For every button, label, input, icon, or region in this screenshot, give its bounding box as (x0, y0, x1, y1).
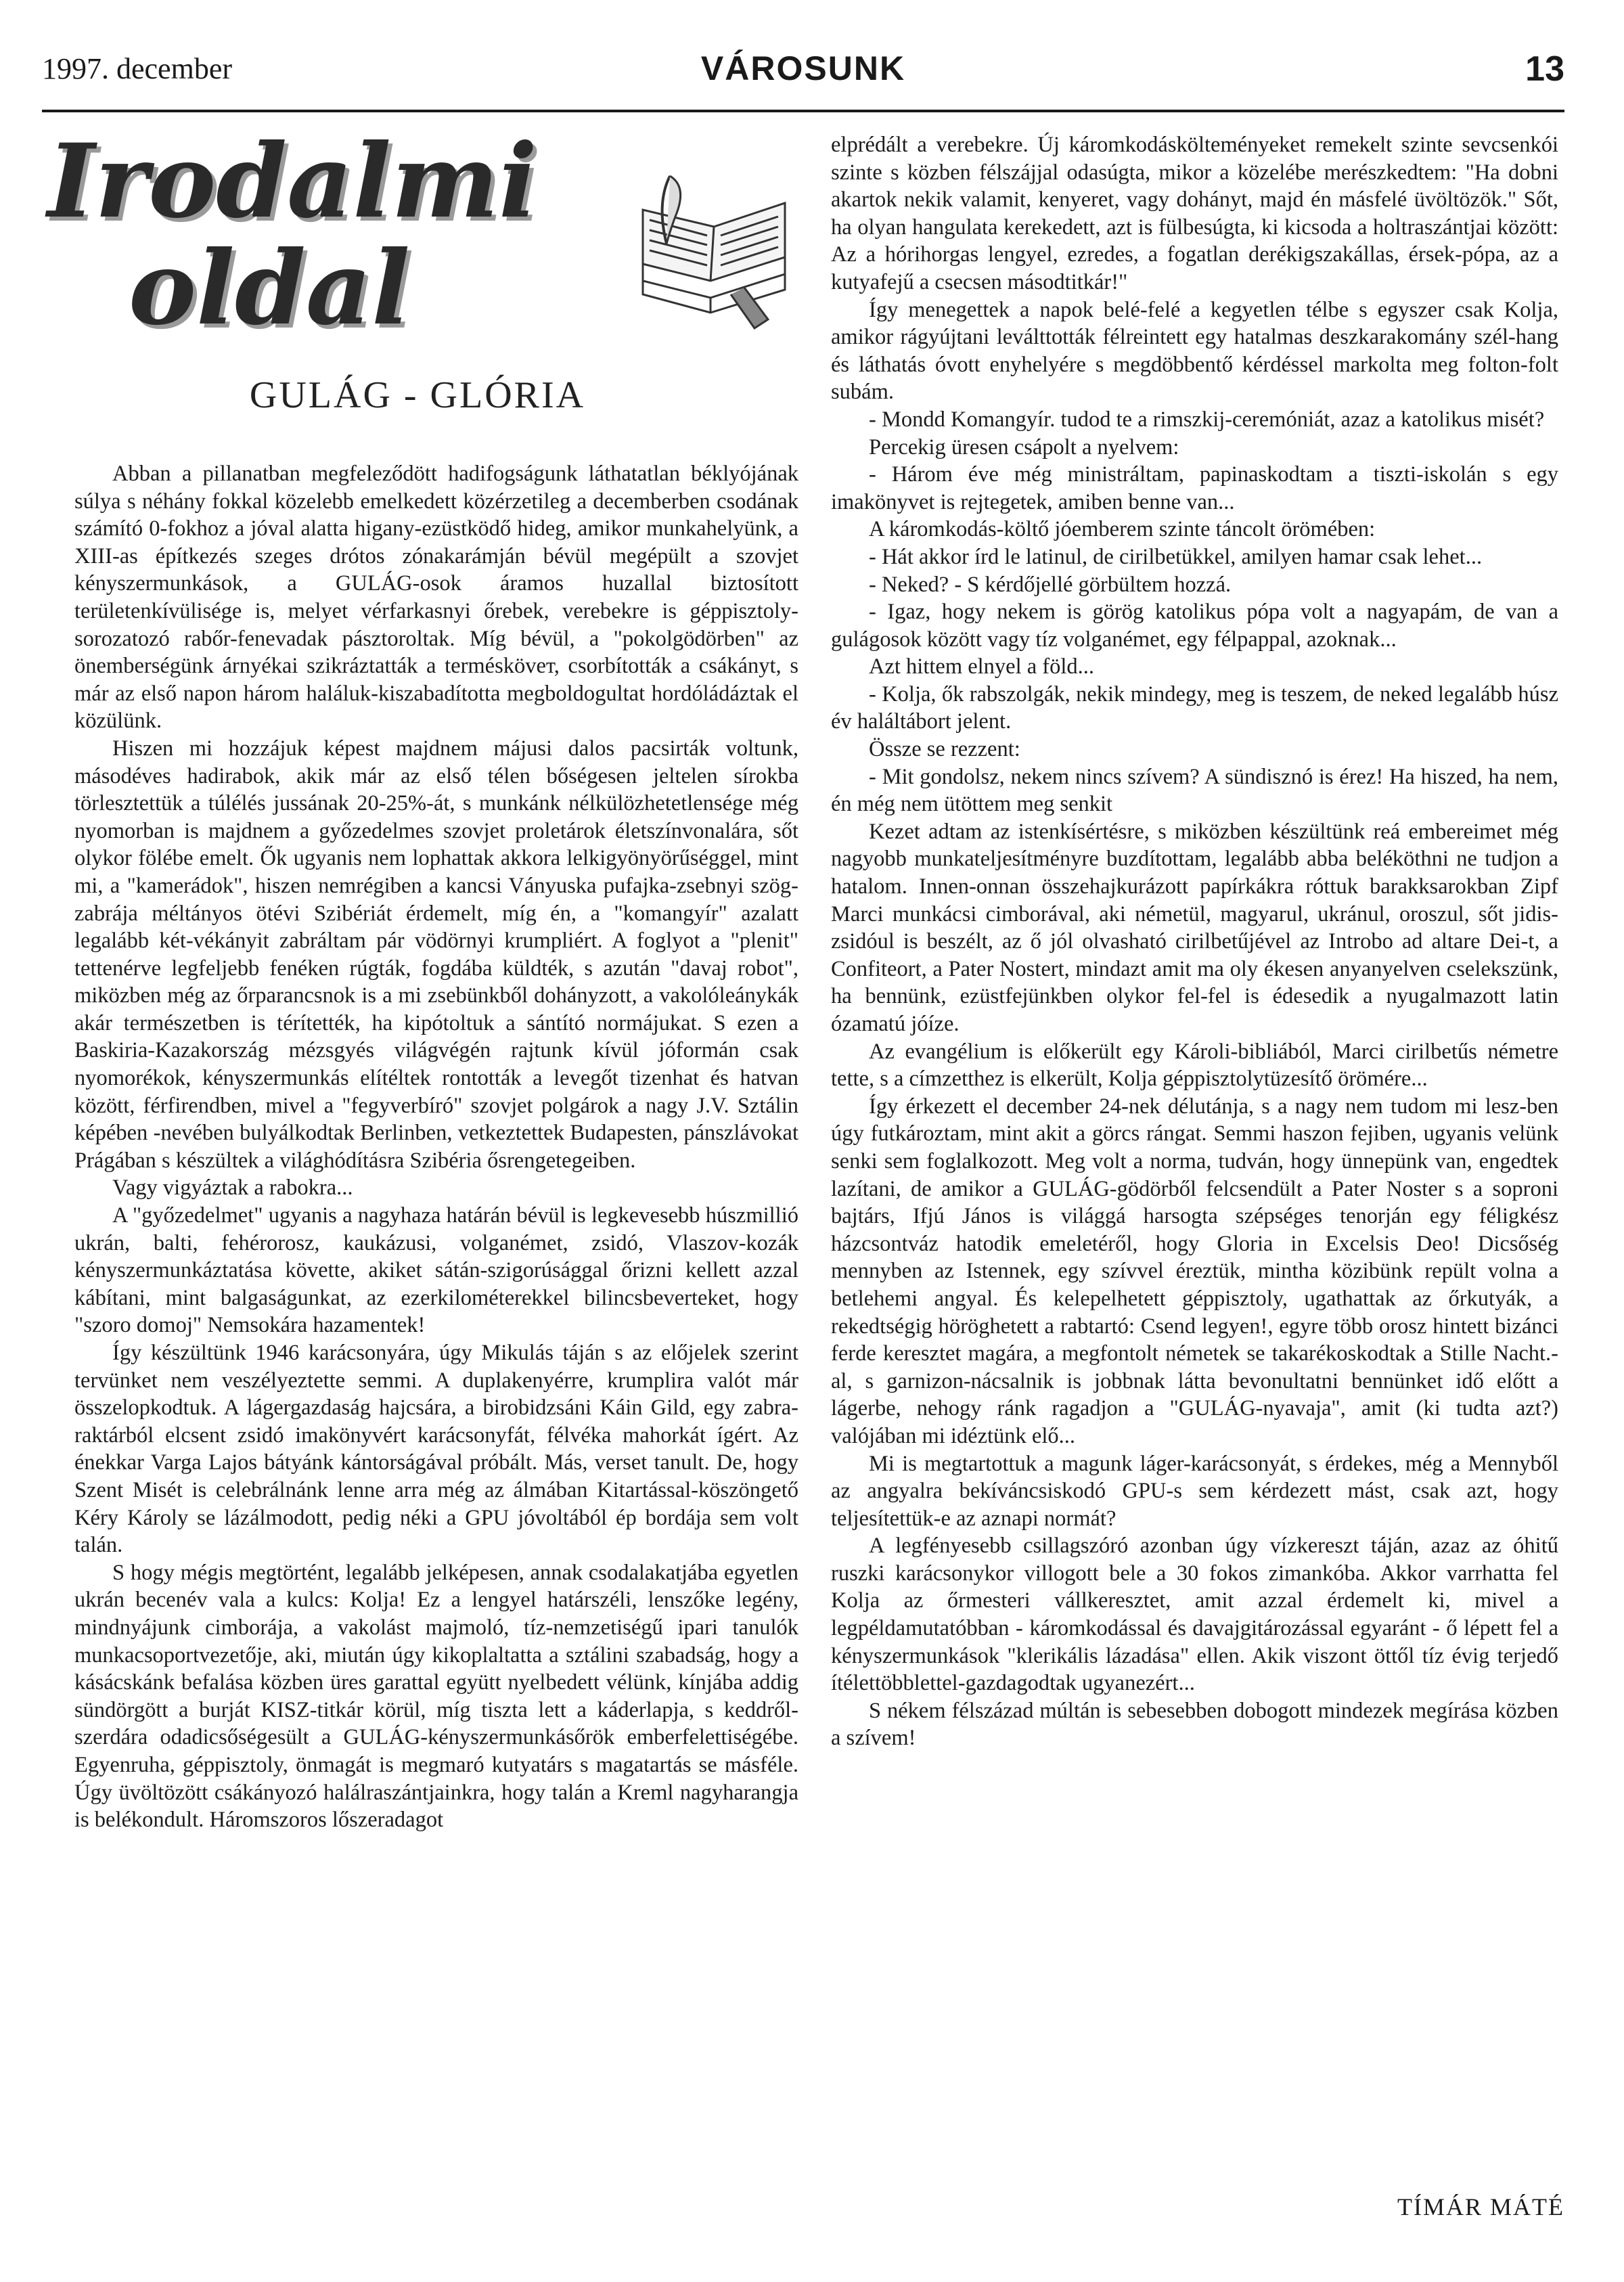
header-rule (42, 110, 1564, 112)
masthead-line-1: Irodalmi (47, 122, 537, 241)
issue-date: 1997. december (42, 52, 232, 85)
paragraph: elprédált a verebekre. Új káromkodásköltеményeket remekelt szinte sevcsenkói szinte s közben félszájjal odasúgta, mikor a közelébe merészkedtem: "Ha dobni akartok nekik valamit, kenyeret, vagy dohányt, majd én másfelé üvöltözök." Sőt, ha olyan hangulata kerekedett, azt is fülbesúgta, ki kicsoda a holtraszántjai között: Az a hórihorgas lengyel, ezredes, a fogatlan derékigszakállas, érsek-pópa, az a kutyafejű a csecsen másodtitkár!" (831, 133, 1558, 294)
paragraph: Kezet adtam az istenkísértésre, s miközben készültünk reá embereimet még nagyobb munkateljesítményre buzdítottam, legalább abba beléköthni ne tudjon a hatalom. Innen-onnan összehajkurázott papírkákra róttuk barakksarokban Zipf Marci munkácsi cimborával, aki németül, magyarul, ukránul, oroszul, sőt jidis-zsidóul is beszélt, az ő jól olvasható cirilbetűjével az Introbo ad altare Dei-t, a Confiteort, a Pater Nostert, mindazt amit ma oly ékesen anyanyelven cselekszünk, ha bennünk, ezüstfejünkben olykor fel-fel is édesedik a nyugalmazott latin ózamatú jóíze. (831, 819, 1558, 1036)
paragraph: - Kolja, ők rabszolgák, nekik mindegy, meg is teszem, de neked legalább húsz év haláltábort jelent. (831, 681, 1558, 734)
paragraph: S nékem félszázad múltán is sebesebben dobogott mindezek megírása közben a szívem! (831, 1698, 1558, 1751)
section-masthead (47, 122, 798, 359)
paragraph: Így érkezett el december 24-nek délutánja, s a nagy nem tudom mi lesz-ben úgy futkároztam, mint akit a görcs rángat. Semmi haszon fejiben, ugyanis velünk senki sem foglalkozott. Meg volt a norma, tudván, hogy ünnepünk van, engedtek lazítani, de amikor a GULÁG-gödörből felcsendült a Pater Noster s a soproni bajtárs, Ifjú János is világgá harsogta szépséges tenorján egy féligkész házcsontváz hatodik emeletéről, hogy Gloria in Excelsis Deo! Dicsőség mennyben az Istennek, egy szívvel éreztük, mintha közibünk repült volna a betlehemi angyal. És kelepelhetett géppisztoly, ugathattak az őrkutyák, a rekedtségig höröghetett a rabtartó: Csend legyen!, egyre több orosz hintett bizánci ferde keresztet magára, a megfontolt németek se takarékoskodtak a Stille Nacht.-al, s garnizon-nácsalnik is jobbnak látta bevonultatni bennünket idő előtt a lágerbe, nehogy ránk ragadjon a "GULÁG-nyavaja", amit (ki tudta azt?) valójában mi idéztünk elő... (831, 1094, 1558, 1448)
paragraph: A legfényesebb csillagszóró azonban úgy vízkereszt táján, azaz az óhitű ruszki karácsonykor villogott bele a 30 fokos zimankóba. Akkor varrhatta fel Kolja az őrmesteri vállkeresztet, amit azzal érdemelt ki, mivel a legpéldamutatóbban - káromkodással és davajgitározással egyaránt - ő lépett fel a kényszermunkások "klerikális lázadása" ellen. Akik viszont öttől tíz évig terjedő ítélettöbblettel-gazdagodtak ugyanezért... (831, 1534, 1558, 1696)
paragraph: Össze se rezzent: (869, 737, 1020, 762)
paragraph: Így készültünk 1946 karácsonyára, úgy Mikulás táján s az előjelek szerint tervünket nem veszélyeztette semmi. A duplakenyérre, krumplira valót már összelopkodtuk. A lágergazdaság hajcsára, a birobidzsáni Káin Gild, egy zabra-raktárból elcsent zsidó imakönyvért karácsonyfát, félvéka mahorkát ígért. Az énekkar Varga Lajos bátyánk kántorságával próbált. Más, verset tanult. De, hogy Szent Misét is celebrálnánk lenne arra még az álmában Kitartással-köszöngető Kéry Károly se lázálmodott, pedig néki a GPU jóvoltából ép bordája sem volt talán. (74, 1341, 798, 1558)
paragraph: - Mit gondolsz, nekem nincs szívem? A sündisznó is érez! Ha hiszed, ha nem, én még nem ütöttem meg senkit (831, 764, 1558, 817)
paragraph: - Három éve még ministráltam, papinaskodtam a tiszti-iskolán s egy imakönyvet is rejtegetek, amiben benne van... (831, 462, 1558, 514)
paragraph: - Hát akkor írd le latinul, de cirilbetükkel, amilyen hamar csak lehet... (869, 544, 1483, 569)
paragraph: - Mondd Komangyír. tudod te a rimszkij-ceremóniát, azaz a katolikus misét? (869, 407, 1545, 432)
paragraph: A káromkodás-költő jóemberem szinte táncolt örömében: (869, 517, 1376, 542)
paragraph: - Igaz, hogy nekem is görög katolikus pópa volt a nagyapám, de van a gulágosok között vagy tíz volganémet, egy félpappal, azoknak... (831, 600, 1558, 652)
article-title: GULÁG - GLÓRIA (249, 374, 586, 416)
masthead-text (47, 122, 537, 348)
paragraph: S hogy mégis megtörtént, legalább jelképesen, annak csodalakatjába egyetlen ukrán becenév vala a kulcs: Kolja! Ez a lengyel határszéli, lenszőke legény, mindnyájunk cimborája, a vakolást majmoló, tíz-nemzetiségű ipari tanulók munkacsoportvezetője, aki, miután úgy kikoplaltatta a sztálini szabadság, hogy a kásácskánk befalása közben üres garattal együtt nyelbedett vélünk, kínjába addig sündörgött a burját KISZ-titkár körül, míg tiszta lett a káderlapja, s keddről-szerdára odadicsőségesült a GULÁG-kényszermunkásőrök emberfelettiségébe. Egyenruha, géppisztoly, önmagát is megmaró kutyatárs s magatartás se másféle. Úgy üvöltözött csákányozó halálraszántjainkra, hogy talán a Kreml nagyharangja is belékondult. Háromszoros lőszeradagot (74, 1560, 798, 1833)
paragraph: Azt hittem elnyel a föld... (869, 654, 1095, 679)
paragraph: Hiszen mi hozzájuk képest majdnem májusi dalos pacsirták voltunk, másodéves hadirabok, akik már az első télen bőségesen jeltelen sírokba törlesztettük a túlélés jussának 20-25%-át, s munkánk nélkülözhetetlensége még nyomorban is majdnem a győzedelmes szovjet proletárok életszínvonalára, sőt olykor fölébe emelt. Ők ugyanis nem lophattak akkora lelkigyönyörűséggel, mint mi, a "kamerádok", hiszen nemrégiben a kancsi Ványuska pufajka-zsebnyi szög-zabrája méltányos ötévi Szibériát érdemelt, míg én, a "komangyír" azalatt legalább két-vékányit zabráltam pár vödörnyi krumpliért. A foglyot a "plenit" tettenérve legfeljebb fenéken rúgták, fogdába küldték, s azután "davaj robot", miközben még az őrparancsnok is a mi zsebünkből dohányzott, a vakolóleánykák akár természetben is térítették, ha kipótoltuk a sántító normájukat. S ezen a Baskiria-Kazakország mézsgyés világvégén rajtunk kívül jóformán csak nyomorékok, kényszermunkás elítéltek rontották a levegőt tizenhat és hatvan között, férfirendben, mivel a "fegyverbíró" szovjet polgárok a nagy J.V. Sztálin képében -nevében bulyálkodtak Berlinben, vetkeztettek Budapesten, pánszlávokat Prágában s készültek a világhódításra Szibéria ősrengetegeiben. (74, 736, 798, 1173)
paragraph: A "győzedelmet" ugyanis a nagyhaza határán bévül is legkevesebb húszmillió ukrán, balti, fehérorosz, kaukázusi, volganémet, zsidó, Vlaszov-kozák kényszermunkáztatása követte, akiket sátán-szigorúsággal őrizni kellett azzal kábítani, mint balgaságunkat, az ezerkilométerekkel bilincsbeverteket, hogy "szoro domoj" Nemsokára hazamentek! (74, 1203, 798, 1338)
paragraph: Vagy vigyáztak a rabokra... (112, 1176, 353, 1201)
paragraph: Így menegettek a napok belé-felé a kegyetlen télbe s egyszer csak Kolja, amikor rágyújtani leválttották félreintett egy hatalmas deszkarakomány szél-hang és láthatás óvott enyhelyére s megdöbbentő kérdéssel markolta meg folton-folt subám. (831, 297, 1558, 405)
article-column-right (831, 131, 1558, 2219)
paragraph: Abban a pillanatban megfeleződött hadifogságunk láthatatlan béklyójának súlya s néhány fokkal közelebb emelkedett közérzetileg a decemberben csodának számító 0-fokhoz a jóval alatta higany-ezüstködő hideg, amikor munkahelyünk, a XIII-as építkezés szeges drótos zónakarámján bévül megépült a szovjet kényszermunkások, a GULÁG-osok áramos huzallal biztosított területenkívülisége is, melyet vérfarkasnyi őrebek, verebekre is géppisztoly-sorozatozó rabőr-fenevadak pásztoroltak. Míg bévül, a "pokolgödörben" az önemberségünk árnyékai szikráztatták a termésköveт, csorbították a csákányt, s már az első napon három haláluk-kiszabadította megboldogultat hordóládáztak el közülünk. (74, 462, 798, 734)
open-book-quill-icon (629, 162, 798, 338)
paragraph: Percekig üresen csápolt a nyelvem: (869, 434, 1179, 460)
publication-title: VÁROSUNK (700, 49, 906, 87)
article-column-left (74, 460, 798, 2247)
page-number: 13 (1525, 49, 1564, 89)
paragraph: Az evangélium is előkerült egy Károli-bibliából, Marci cirilbetűs németre tette, s a címzetthez is elkerült, Kolja géppisztolytüzesítő örömére... (831, 1039, 1558, 1092)
paragraph: Mi is megtartottuk a magunk láger-karácsonyát, s érdekes, még a Mennyből az angyalra bekíváncsiskodó GPU-s sem kérdezett mást, csak azt, hogy teljesítettük-e az aznapi normát? (831, 1451, 1558, 1531)
page-header (42, 47, 1564, 95)
masthead-line-2: oldal (129, 228, 411, 348)
author-signature: TÍMÁR MÁTÉ (1397, 2193, 1564, 2220)
paragraph: - Neked? - S kérdőjellé görbültem hozzá. (869, 572, 1232, 597)
